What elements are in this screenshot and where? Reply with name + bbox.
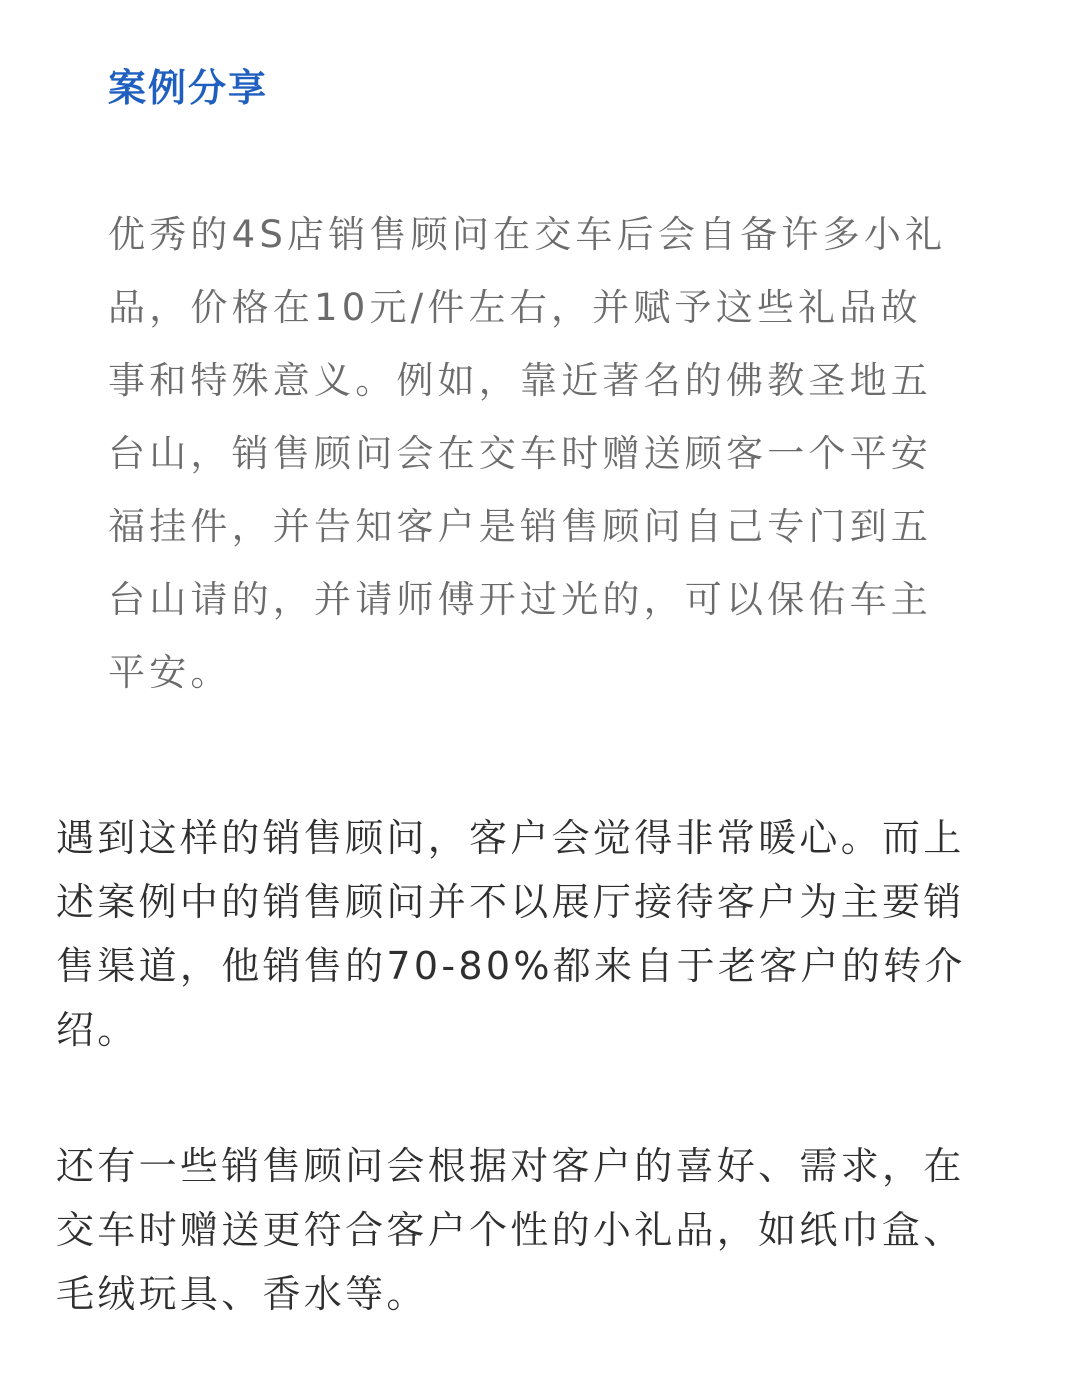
case-study-line: 台山请的，并请师傅开过光的，可以保佑车主	[108, 578, 932, 621]
body-line: 交车时赠送更符合客户个性的小礼品，如纸巾盒、	[56, 1208, 965, 1252]
case-study-line: 品，价格在10元/件左右，并赋予这些礼品故	[108, 286, 922, 329]
case-study-block	[108, 198, 988, 709]
case-study-line: 平安。	[108, 651, 232, 694]
body-line: 毛绒玩具、香水等。	[56, 1272, 428, 1316]
body-paragraph-referrals	[56, 806, 1046, 1062]
body-line: 绍。	[56, 1008, 139, 1052]
case-study-line: 事和特殊意义。例如，靠近著名的佛教圣地五	[108, 359, 932, 402]
case-study-line: 优秀的4S店销售顾问在交车后会自备许多小礼	[108, 213, 947, 256]
case-study-line: 福挂件，并告知客户是销售顾问自己专门到五	[108, 505, 932, 548]
body-line: 还有一些销售顾问会根据对客户的喜好、需求，在	[56, 1144, 965, 1188]
body-line: 售渠道，他销售的70-80%都来自于老客户的转介	[56, 944, 966, 988]
section-heading: 案例分享	[108, 66, 269, 110]
body-line: 遇到这样的销售顾问，客户会觉得非常暖心。而上	[56, 816, 965, 860]
body-line: 述案例中的销售顾问并不以展厅接待客户为主要销	[56, 880, 965, 924]
case-study-line: 台山，销售顾问会在交车时赠送顾客一个平安	[108, 432, 932, 475]
body-paragraph-gifts	[56, 1134, 1046, 1326]
